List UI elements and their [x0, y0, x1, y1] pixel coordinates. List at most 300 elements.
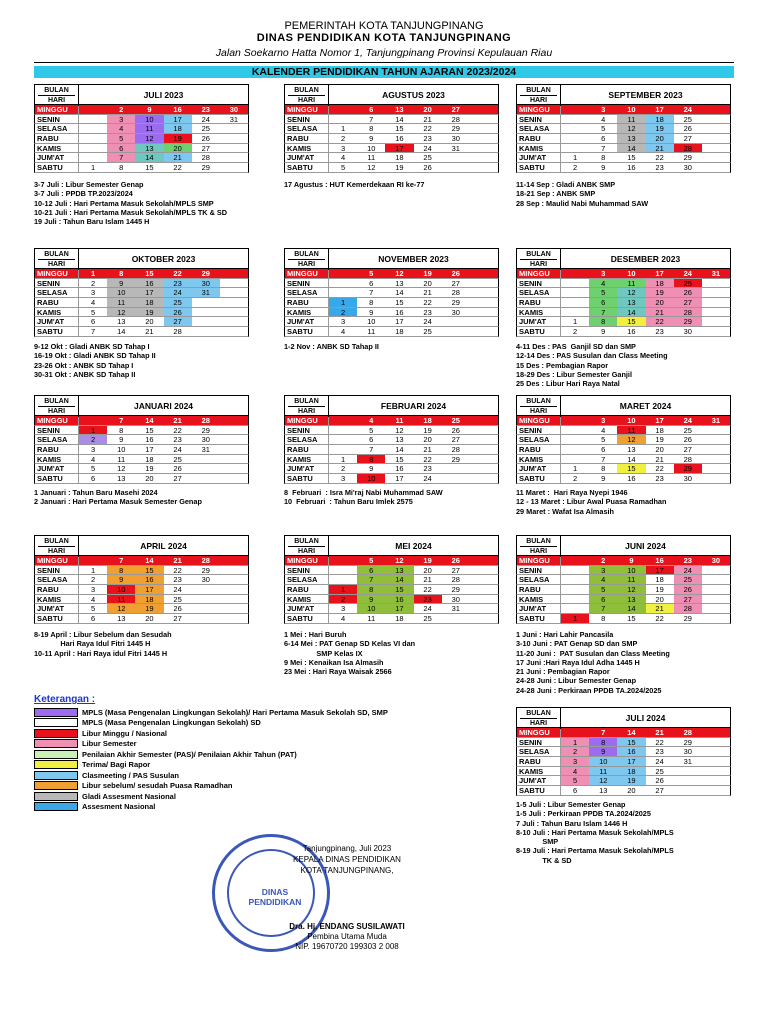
legend-text: Penilaian Akhir Semester (PAS)/ Penilaian Akhir Tahun (PAT)	[82, 749, 297, 759]
date-cell: 20	[627, 786, 636, 796]
date-cell: 22	[423, 585, 432, 595]
day-label: KAMIS	[35, 308, 79, 317]
date-cell: 22	[655, 464, 664, 474]
date-cell: 9	[629, 556, 634, 565]
date-cell: 29	[451, 298, 460, 308]
date-cell	[220, 474, 248, 483]
date-cell: 17	[395, 474, 404, 484]
date-cell: 11	[589, 767, 617, 776]
week-row	[516, 279, 731, 289]
date-cell	[470, 585, 498, 594]
date-cell	[220, 327, 248, 336]
date-cell: 28	[683, 454, 692, 464]
date-cell	[470, 464, 498, 473]
date-cell: 8	[601, 464, 606, 474]
label-bulan: BULAN	[38, 250, 75, 260]
date-cell: 27	[164, 317, 192, 326]
stamp-text: DINAS PENDIDIKAN	[248, 887, 302, 907]
notes-block	[284, 630, 415, 676]
date-cell	[220, 308, 248, 317]
date-cell	[702, 435, 730, 444]
week-row	[516, 595, 731, 605]
date-cell: 16	[617, 747, 645, 756]
week-row	[34, 327, 249, 337]
date-cell: 5	[561, 776, 589, 785]
date-cell: 3	[341, 604, 346, 614]
date-cell: 6	[369, 435, 374, 445]
note-line: 3-7 Juli : Libur Semester Genap	[34, 180, 144, 189]
date-cell: 9	[107, 279, 135, 288]
date-cell: 20	[423, 105, 432, 114]
date-cell: 23	[655, 327, 664, 337]
week-row	[34, 435, 249, 445]
date-cell: 9	[357, 595, 385, 604]
day-label: SELASA	[517, 575, 561, 584]
legend-swatch	[34, 802, 78, 811]
label-hari: HARI	[529, 408, 548, 415]
date-cell	[220, 614, 248, 623]
week-row	[284, 327, 499, 337]
date-cell	[192, 455, 220, 464]
date-cell: 13	[617, 298, 645, 307]
date-cell: 13	[117, 474, 126, 484]
date-cell: 14	[617, 144, 645, 153]
date-cell: 10	[367, 143, 376, 153]
week-row	[34, 464, 249, 474]
date-cell	[702, 153, 730, 162]
date-cell: 14	[145, 556, 154, 565]
date-cell	[702, 747, 730, 756]
date-cell: 18	[164, 124, 192, 133]
date-cell: 17	[646, 566, 674, 575]
date-cell	[702, 327, 730, 336]
date-cell: 30	[711, 556, 721, 565]
day-label: RABU	[285, 298, 329, 307]
date-cell: 14	[627, 728, 636, 737]
day-label: SABTU	[35, 474, 79, 483]
notes-block	[34, 630, 172, 658]
date-cell: 25	[164, 298, 192, 307]
date-cell: 12	[617, 435, 645, 444]
day-label: SELASA	[517, 124, 561, 133]
note-line: 23-26 Okt : ANBK SD Tahap I	[34, 360, 134, 370]
date-cell: 4	[369, 416, 374, 425]
week-row	[284, 288, 499, 298]
date-cell: 2	[561, 747, 589, 756]
legend-text: Libur sebelum/ sesudah Puasa Ramadhan	[82, 781, 233, 791]
week-row	[516, 124, 731, 134]
date-cell	[470, 416, 498, 425]
date-cell	[329, 445, 357, 454]
date-cell	[220, 464, 248, 473]
week-row	[516, 585, 731, 595]
date-cell: 7	[601, 143, 606, 153]
date-cell	[470, 105, 498, 114]
date-cell	[470, 144, 498, 153]
week-row	[284, 585, 499, 595]
date-cell: 28	[674, 144, 702, 153]
month-name: OKTOBER 2023	[131, 254, 196, 264]
date-cell: 22	[655, 614, 664, 624]
week-row	[516, 445, 731, 455]
week-row	[34, 134, 249, 144]
date-cell: 26	[451, 425, 460, 435]
legend-item	[34, 728, 388, 739]
week-row	[284, 153, 499, 163]
day-label: RABU	[35, 445, 79, 454]
week-row	[34, 288, 249, 298]
note-line: 8 Februari : Isra Mi'raj Nabi Muhammad SAW	[284, 488, 443, 497]
date-cell: 16	[145, 435, 154, 445]
date-cell: 17	[655, 269, 664, 278]
label-hari: HARI	[47, 261, 66, 268]
date-cell: 3	[91, 445, 96, 455]
week-row	[34, 144, 249, 154]
date-cell	[220, 455, 248, 464]
date-cell	[470, 153, 498, 162]
week-row	[284, 445, 499, 455]
week-row	[34, 614, 249, 624]
header-divider	[34, 62, 734, 63]
date-cell: 20	[145, 614, 154, 624]
date-cell: 17	[135, 585, 163, 594]
date-cell	[220, 288, 248, 297]
note-line: 9-12 Okt : Gladi ANBK SD Tahap I	[34, 342, 150, 351]
day-label: KAMIS	[517, 595, 561, 604]
date-cell: 1	[341, 454, 346, 464]
date-cell	[561, 416, 589, 425]
date-cell: 27	[451, 565, 460, 575]
date-cell: 10	[627, 269, 636, 278]
date-cell: 8	[369, 298, 374, 308]
day-label: JUM'AT	[285, 464, 329, 473]
date-cell: 12	[617, 585, 645, 594]
date-cell: 12	[617, 288, 645, 297]
week-row	[516, 786, 731, 796]
date-cell: 27	[683, 445, 692, 455]
date-cell: 24	[423, 317, 432, 327]
date-cell: 22	[173, 269, 182, 278]
note-line: 8-10 Juli : Hari Pertama Masuk Sekolah/MPLS	[516, 827, 674, 837]
label-bulan: BULAN	[38, 86, 75, 96]
date-cell: 28	[201, 153, 210, 163]
date-cell: 23	[173, 575, 182, 585]
legend-swatch	[34, 729, 78, 738]
date-cell: 22	[423, 124, 432, 134]
week-row	[284, 614, 499, 624]
date-cell: 19	[646, 288, 674, 297]
label-bulan: BULAN	[520, 709, 557, 719]
date-cell	[192, 595, 220, 604]
date-cell: 22	[173, 163, 182, 173]
date-cell: 16	[135, 575, 163, 584]
date-cell: 4	[107, 124, 135, 133]
date-cell: 1	[561, 614, 589, 623]
date-cell: 17	[135, 288, 163, 297]
date-cell: 11	[617, 115, 645, 124]
date-cell	[702, 776, 730, 785]
date-cell: 21	[655, 728, 664, 737]
date-cell: 21	[173, 556, 182, 565]
label-bulan: BULAN	[288, 537, 325, 547]
date-cell: 6	[573, 786, 578, 796]
day-label: SABTU	[517, 163, 561, 172]
date-cell: 20	[423, 565, 432, 575]
date-cell	[220, 269, 248, 278]
date-cell	[702, 767, 730, 776]
date-cell: 23	[655, 474, 664, 484]
day-label: SABTU	[517, 474, 561, 483]
date-cell	[702, 308, 730, 317]
date-cell	[79, 134, 107, 143]
date-cell: 29	[683, 737, 692, 747]
day-label: RABU	[35, 298, 79, 307]
date-cell: 8	[601, 153, 606, 163]
date-cell	[702, 786, 730, 795]
note-line: 30-31 Okt : ANBK SD Tahap II	[34, 369, 136, 379]
day-label: SENIN	[517, 115, 561, 124]
date-cell: 3	[107, 115, 135, 124]
date-cell: 26	[173, 604, 182, 614]
week-row	[516, 269, 731, 279]
week-row	[516, 426, 731, 436]
notes-block	[34, 488, 202, 507]
date-cell	[674, 786, 702, 795]
day-label: MINGGU	[517, 416, 561, 425]
date-cell	[470, 134, 498, 143]
day-label: SENIN	[517, 566, 561, 575]
date-cell: 7	[107, 153, 135, 162]
date-cell: 13	[617, 595, 645, 604]
label-hari: HARI	[529, 548, 548, 555]
date-cell: 4	[91, 594, 96, 604]
date-cell	[561, 445, 589, 454]
date-cell: 9	[369, 307, 374, 317]
month-name: FEBRUARI 2024	[380, 401, 447, 411]
date-cell: 15	[617, 738, 645, 747]
calendar-12	[516, 707, 731, 796]
date-cell: 25	[173, 594, 182, 604]
date-cell	[329, 269, 357, 278]
legend-swatch	[34, 750, 78, 759]
day-label: JUM'AT	[285, 153, 329, 162]
label-hari: HARI	[529, 97, 548, 104]
date-cell: 20	[655, 594, 664, 604]
date-cell: 21	[646, 308, 674, 317]
day-label: SENIN	[285, 426, 329, 435]
day-label: SABTU	[35, 327, 79, 336]
date-cell	[329, 105, 357, 114]
label-bulan: BULAN	[288, 397, 325, 407]
day-label: SABTU	[35, 163, 79, 172]
week-row	[516, 317, 731, 327]
date-cell: 25	[423, 614, 432, 624]
calendar-3	[34, 248, 249, 337]
month-name: AGUSTUS 2023	[382, 90, 445, 100]
date-cell	[702, 474, 730, 483]
date-cell	[470, 426, 498, 435]
date-cell: 9	[119, 435, 124, 445]
day-label: MINGGU	[285, 105, 329, 114]
calendar-7	[284, 395, 499, 484]
date-cell: 4	[341, 153, 346, 163]
week-row	[516, 327, 731, 337]
date-cell: 11	[617, 279, 645, 288]
date-cell: 23	[173, 435, 182, 445]
date-cell: 18	[423, 416, 432, 425]
date-cell	[220, 124, 248, 133]
date-cell	[192, 298, 220, 307]
date-cell: 15	[145, 163, 154, 173]
day-label: MINGGU	[285, 556, 329, 565]
week-row	[516, 556, 731, 566]
date-cell: 21	[423, 114, 432, 124]
date-cell: 2	[91, 575, 96, 585]
day-label: RABU	[285, 585, 329, 594]
note-line: 28 Sep : Maulid Nabi Muhammad SAW	[516, 198, 649, 208]
date-cell: 25	[655, 766, 664, 776]
date-cell: 14	[385, 575, 413, 584]
date-cell: 22	[655, 153, 664, 163]
date-cell: 11	[107, 595, 135, 604]
day-label: SABTU	[35, 614, 79, 623]
week-row	[284, 595, 499, 605]
date-cell	[442, 163, 470, 172]
date-cell: 1	[91, 269, 96, 278]
week-row	[516, 144, 731, 154]
date-cell	[329, 556, 357, 565]
date-cell: 24	[164, 288, 192, 297]
date-cell	[220, 153, 248, 162]
date-cell: 7	[601, 728, 606, 737]
week-row	[34, 595, 249, 605]
date-cell: 21	[423, 288, 432, 298]
date-cell: 24	[201, 114, 210, 124]
date-cell: 12	[395, 556, 404, 565]
date-cell: 15	[145, 425, 154, 435]
date-cell: 8	[357, 455, 385, 464]
date-cell	[702, 728, 730, 737]
date-cell: 20	[646, 298, 674, 307]
week-row	[516, 163, 731, 173]
week-row	[284, 416, 499, 426]
week-row	[516, 115, 731, 125]
date-cell: 13	[117, 317, 126, 327]
date-cell	[561, 728, 589, 737]
date-cell	[702, 738, 730, 747]
note-line: 18-29 Des : Libur Semester Ganjil	[516, 369, 632, 379]
date-cell: 17	[385, 144, 413, 153]
date-cell: 2	[573, 474, 578, 484]
note-line: 3-10 Juni : PAT Genap SD dan SMP	[516, 639, 638, 649]
date-cell	[220, 575, 248, 584]
note-line: 18-21 Sep : ANBK SMP	[516, 189, 596, 199]
note-line: 7 Juli : Tahun Baru Islam 1446 H	[516, 818, 628, 828]
date-cell: 5	[601, 124, 606, 134]
date-cell: 21	[423, 445, 432, 455]
date-cell: 4	[601, 425, 606, 435]
date-cell	[470, 163, 498, 172]
date-cell	[220, 298, 248, 307]
date-cell	[220, 595, 248, 604]
date-cell: 6	[589, 595, 617, 604]
date-cell: 28	[173, 327, 182, 337]
day-label: SENIN	[517, 738, 561, 747]
day-label: MINGGU	[517, 105, 561, 114]
date-cell	[561, 455, 589, 464]
legend-text: Terima/ Bagi Rapor	[82, 760, 151, 770]
label-bulan: BULAN	[520, 397, 557, 407]
date-cell: 3	[601, 269, 606, 278]
date-cell: 18	[135, 298, 163, 307]
label-hari: HARI	[47, 97, 66, 104]
label-hari: HARI	[529, 720, 548, 727]
date-cell	[561, 288, 589, 297]
date-cell: 23	[423, 134, 432, 144]
calendar-4	[284, 248, 499, 337]
week-row	[516, 566, 731, 576]
date-cell: 18	[646, 279, 674, 288]
notes-block	[516, 488, 666, 516]
date-cell: 19	[423, 269, 432, 278]
date-cell	[702, 134, 730, 143]
note-line: 17 Agustus : HUT Kemerdekaan RI ke-77	[284, 180, 425, 189]
label-bulan: BULAN	[520, 86, 557, 96]
date-cell	[470, 566, 498, 575]
date-cell: 27	[674, 298, 702, 307]
legend-swatch	[34, 760, 78, 769]
date-cell	[702, 464, 730, 473]
date-cell	[470, 288, 498, 297]
legend-item	[34, 749, 388, 760]
date-cell: 24	[674, 566, 702, 575]
date-cell: 6	[107, 144, 135, 153]
week-row	[284, 115, 499, 125]
day-label: KAMIS	[285, 144, 329, 153]
date-cell: 2	[341, 134, 346, 144]
note-line: 24-28 Juni : Libur Semester Genap	[516, 676, 637, 686]
date-cell: 29	[451, 585, 460, 595]
notes-block	[284, 180, 424, 189]
date-cell: 7	[589, 308, 617, 317]
week-row	[284, 464, 499, 474]
note-line: 8-19 Juli : Hari Pertama Masuk Sekolah/MPLS	[516, 846, 674, 856]
date-cell: 7	[601, 454, 606, 464]
date-cell	[470, 575, 498, 584]
day-label: SELASA	[285, 288, 329, 297]
date-cell	[702, 124, 730, 133]
date-cell: 26	[423, 163, 432, 173]
day-label: MINGGU	[517, 269, 561, 278]
date-cell: 3	[601, 105, 606, 114]
date-cell: 10	[617, 566, 645, 575]
date-cell: 6	[91, 474, 96, 484]
date-cell: 2	[119, 105, 124, 114]
note-line: 16-19 Okt : Gladi ANBK SD Tahap II	[34, 351, 156, 361]
date-cell	[220, 426, 248, 435]
date-cell: 1	[91, 163, 96, 173]
note-line: 11-20 Juni : PAT Susulan dan Class Meeting	[516, 648, 670, 658]
date-cell	[470, 269, 498, 278]
note-line: 23 Mei : Hari Raya Waisak 2566	[284, 667, 392, 677]
date-cell: 15	[395, 298, 404, 308]
date-cell: 7	[589, 604, 617, 613]
date-cell: 8	[119, 163, 124, 173]
date-cell: 2	[573, 327, 578, 337]
legend-swatch	[34, 718, 78, 727]
date-cell	[470, 124, 498, 133]
week-row	[284, 124, 499, 134]
